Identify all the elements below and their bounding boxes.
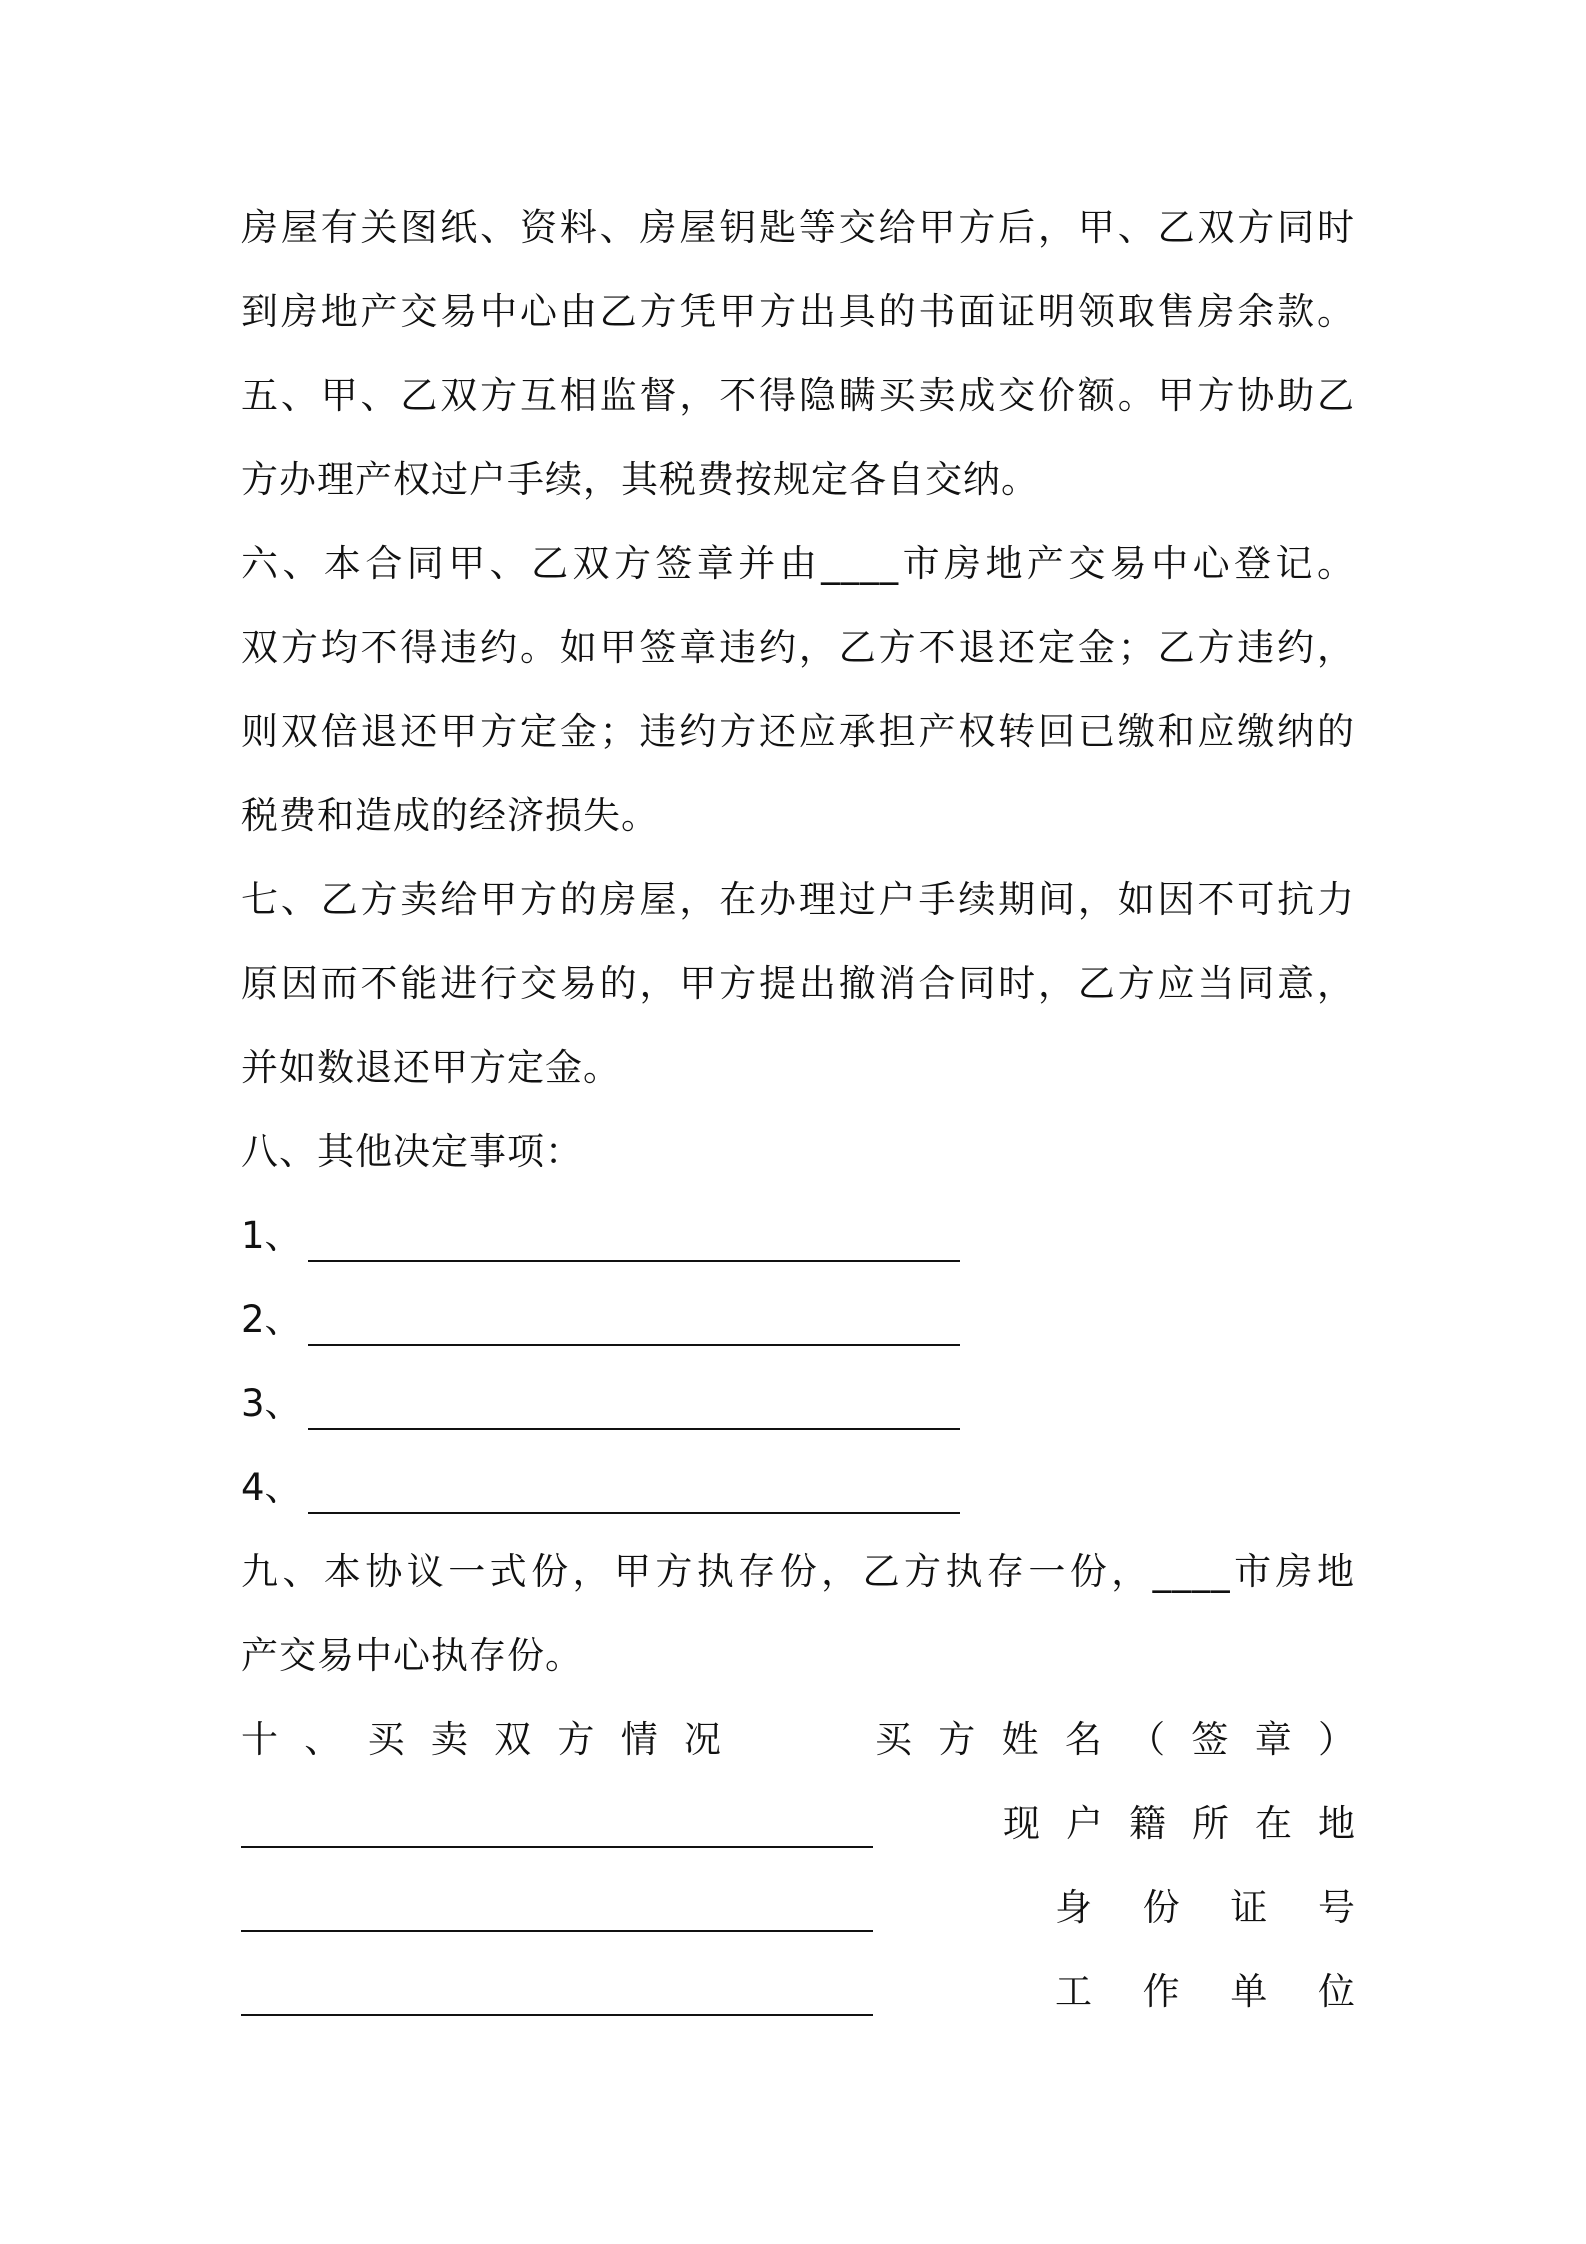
clause-10-heading: 十、买卖双方情况 (241, 1718, 721, 1761)
clause-6-line: 税费和造成的经济损失。 (241, 794, 659, 837)
blank-line (241, 1930, 873, 1932)
paragraph-line: 房屋有关图纸、资料、房屋钥匙等交给甲方后，甲、乙双方同时 (241, 206, 1355, 249)
clause-8-heading: 八、其他决定事项： (241, 1130, 583, 1173)
id-number-label: 身份证号 (1055, 1886, 1355, 1929)
clause-5-line: 方办理产权过户手续，其税费按规定各自交纳。 (241, 458, 1039, 501)
item-number: 4、 (241, 1466, 302, 1509)
blank-line (308, 1512, 960, 1514)
blank-line (308, 1428, 960, 1430)
blank-line (241, 2014, 873, 2016)
clause-9-line: 产交易中心执存份。 (241, 1634, 583, 1677)
clause-9-line: 九、本协议一式份，甲方执存份，乙方执存一份，____市房地 (241, 1550, 1355, 1593)
blank-line (308, 1344, 960, 1346)
clause-6-line: 双方均不得违约。如甲签章违约，乙方不退还定金；乙方违约， (241, 626, 1355, 669)
blank-line (308, 1260, 960, 1262)
paragraph-line: 到房地产交易中心由乙方凭甲方出具的书面证明领取售房余款。 (241, 290, 1355, 333)
household-registration-label: 现户籍所在地 (1003, 1802, 1355, 1845)
blank-line (241, 1846, 873, 1848)
work-unit-label: 工作单位 (1055, 1970, 1355, 2013)
item-number: 2、 (241, 1298, 302, 1341)
clause-6-line: 六、本合同甲、乙双方签章并由____市房地产交易中心登记。 (241, 542, 1355, 585)
item-number: 1、 (241, 1214, 302, 1257)
clause-7-line: 并如数退还甲方定金。 (241, 1046, 621, 1089)
clause-7-line: 原因而不能进行交易的，甲方提出撤消合同时，乙方应当同意， (241, 962, 1355, 1005)
clause-7-line: 七、乙方卖给甲方的房屋，在办理过户手续期间，如因不可抗力 (241, 878, 1355, 921)
buyer-name-label: 买方姓名（签章） (875, 1718, 1355, 1761)
clause-5-line: 五、甲、乙双方互相监督，不得隐瞒买卖成交价额。甲方协助乙 (241, 374, 1355, 417)
item-number: 3、 (241, 1382, 302, 1425)
clause-6-line: 则双倍退还甲方定金；违约方还应承担产权转回已缴和应缴纳的 (241, 710, 1355, 753)
